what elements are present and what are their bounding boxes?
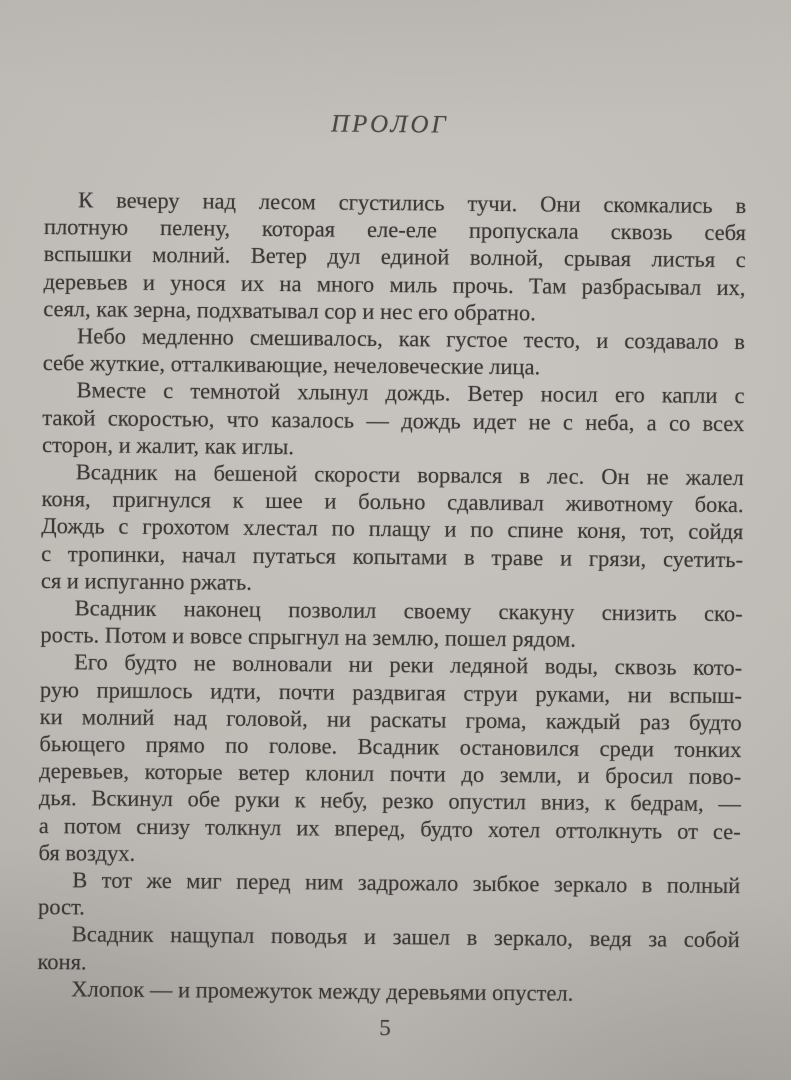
- text-line: Всадник нащупал поводья и зашел в зеркало, ведя за собой: [71, 921, 740, 953]
- text-line: себе жуткие, отталкивающие, нечеловеческие лица.: [42, 350, 541, 380]
- text-line: В тот же миг перед ним задрожало зыбкое зеркало в полный: [72, 867, 741, 899]
- text-line: Вместе с темнотой хлынул дождь. Ветер носил его капли с: [76, 377, 745, 409]
- text-line: коня.: [37, 948, 87, 975]
- paragraph: [43, 186, 746, 328]
- text-line: Всадник на бешеной скорости ворвался в лес. Он не жалел: [75, 459, 744, 491]
- text-line: с тропинки, начал путаться копытами в траве и грязи, суетить-: [41, 540, 744, 572]
- text-line: ки молний над головой, ни раскаты грома, каждый раз будто: [39, 703, 742, 735]
- text-line: Всадник наконец позволил своему скакуну снизить ско-: [74, 595, 743, 627]
- paragraph: [42, 376, 745, 464]
- text-line: сеял, как зерна, подхватывал сор и нес его обратно.: [43, 295, 536, 326]
- text-line: рую пришлось идти, почти раздвигая струи руками, ни вспыш-: [39, 676, 743, 708]
- paragraph: [37, 975, 739, 1008]
- page-body: [37, 186, 746, 1008]
- text-line: Хлопок — и промежуток между деревьями опустел.: [71, 976, 574, 1006]
- paragraph: [43, 322, 745, 383]
- text-line: деревьев, которые ветер клонил почти до земли, и бросил пово-: [39, 758, 742, 790]
- chapter-title: ПРОЛОГ: [330, 110, 449, 139]
- text-line: такой скоростью, что казалось — дождь идет не с неба, а со всех: [42, 404, 745, 436]
- text-line: дья. Вскинул обе руки к небу, резко опустил вниз, к бедрам, —: [38, 785, 742, 817]
- paragraph: [38, 866, 740, 927]
- text-line: бя воздух.: [38, 839, 136, 866]
- text-line: рость. Потом и вовсе спрыгнул на землю, пошел рядом.: [40, 622, 577, 652]
- text-line: рост.: [37, 894, 85, 920]
- paragraph: [41, 458, 744, 600]
- text-line: коня, пригнулся к шее и больно сдавливал животному бока.: [41, 486, 744, 518]
- text-line: а потом снизу толкнул их вперед, будто хотел оттолкнуть от се-: [38, 812, 741, 844]
- paragraph: [37, 920, 739, 981]
- text-line: К вечеру над лесом сгустились тучи. Они скомкались в: [78, 187, 747, 219]
- text-line: деревьев и унося их на много миль прочь. Там разбрасывал их,: [43, 268, 746, 300]
- text-line: сторон, и жалит, как иглы.: [41, 431, 295, 460]
- text-line: бьющего прямо по голове. Всадник остановился среди тонких: [39, 731, 742, 763]
- text-line: Дождь с грохотом хлестал по плащу и по спине коня, тот, сойдя: [41, 513, 744, 545]
- text-line: Небо медленно смешивалось, как густое тесто, и создавало в: [76, 323, 746, 355]
- paragraph: [38, 648, 742, 872]
- text-line: плотную пелену, которая еле-еле пропускала сквозь себя: [43, 214, 747, 246]
- paragraph: [40, 594, 742, 655]
- text-line: Его будто не волновали ни реки ледяной воды, сквозь кото-: [74, 649, 743, 681]
- page-number: 5: [379, 1014, 391, 1041]
- text-line: вспышки молний. Ветер дул единой волной, срывая листья с: [43, 241, 746, 273]
- text-line: ся и испуганно ржать.: [40, 567, 253, 595]
